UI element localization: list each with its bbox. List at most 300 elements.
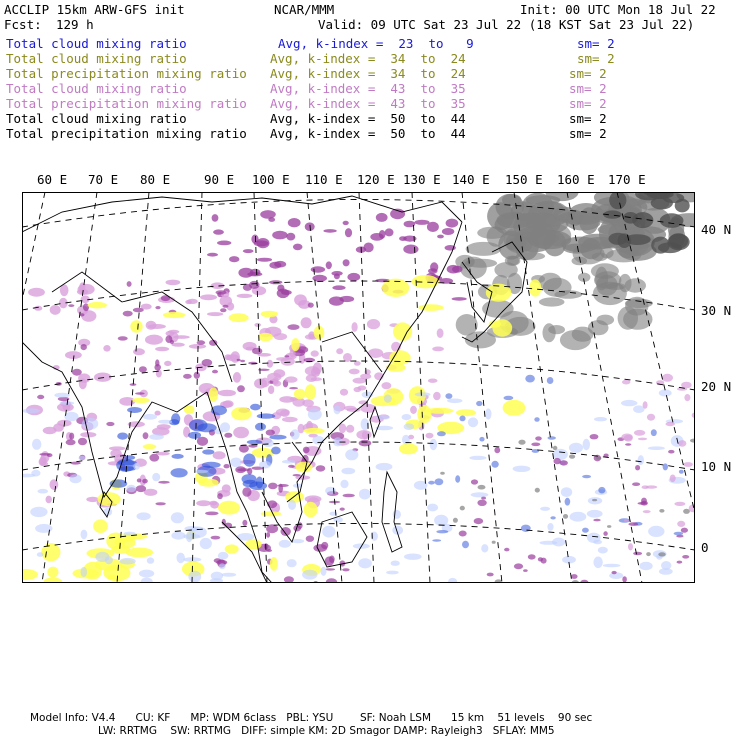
lon-label-5: 110 E (305, 172, 343, 187)
purple-precip-blob (326, 568, 336, 570)
gray-cloud-blob (675, 199, 690, 213)
purple-precip-blob (376, 213, 388, 222)
blue-cloud-blob (127, 407, 142, 413)
pink-precip-blob (279, 396, 294, 403)
yellow-cloud-blob (88, 302, 107, 309)
legend-avg-0: Avg, k-index = 23 to 9 (278, 36, 474, 51)
blue-cloud-blob (257, 413, 276, 418)
pink-precip-blob (213, 451, 226, 459)
valid-time: Valid: 09 UTC Sat 23 Jul 22 (18 KST Sat 23 Jul 22) (318, 17, 695, 32)
light-blue-cloud-blob (219, 563, 226, 569)
light-blue-cloud-blob (120, 558, 136, 565)
pink-precip-blob (28, 288, 45, 297)
purple-precip-blob (306, 536, 314, 542)
lat-label-3: 10 N (701, 459, 732, 474)
blue-cloud-blob (435, 478, 444, 485)
light-blue-cloud-blob (177, 553, 185, 564)
yellow-cloud-blob (261, 511, 282, 516)
lon-label-8: 140 E (452, 172, 490, 187)
pink-precip-blob (254, 323, 261, 327)
pink-precip-blob (336, 348, 343, 354)
yellow-cloud-blob (270, 557, 278, 571)
purple-precip-blob (531, 443, 540, 447)
light-blue-cloud-blob (259, 461, 271, 469)
light-blue-cloud-blob (447, 399, 462, 404)
pink-precip-blob (46, 496, 52, 504)
purple-precip-blob (68, 304, 74, 307)
pink-precip-blob (166, 280, 181, 286)
purple-precip-blob (528, 554, 536, 559)
purple-precip-blob (625, 443, 631, 446)
pink-precip-blob (281, 357, 295, 366)
legend-field-2: Total precipitation mixing ratio (6, 66, 247, 81)
light-blue-cloud-blob (69, 474, 81, 483)
purple-precip-blob (224, 464, 230, 468)
light-blue-cloud-blob (341, 468, 355, 475)
pink-precip-blob (94, 373, 111, 382)
light-blue-cloud-blob (218, 552, 229, 560)
pink-precip-blob (353, 378, 367, 384)
pink-precip-blob (267, 373, 281, 381)
light-blue-cloud-blob (81, 567, 88, 577)
purple-precip-blob (149, 454, 159, 462)
pink-precip-blob (311, 350, 319, 356)
pink-precip-blob (148, 324, 166, 329)
light-blue-cloud-blob (171, 532, 185, 540)
gray-cloud-blob (625, 278, 646, 292)
pink-precip-blob (382, 382, 392, 389)
purple-precip-blob (446, 219, 459, 228)
model-info-line1: Model Info: V4.4 CU: KF MP: WDM 6class PBL: YSU SF: Noah LSM 15 km 51 levels 90 sec (30, 712, 593, 724)
purple-precip-blob (414, 220, 429, 225)
purple-precip-blob (217, 241, 231, 246)
pink-precip-blob (666, 422, 675, 426)
gray-cloud-blob (618, 233, 632, 248)
pink-precip-blob (233, 372, 241, 383)
purple-precip-blob (247, 468, 252, 475)
purple-precip-blob (139, 366, 147, 372)
light-blue-cloud-blob (358, 558, 372, 568)
legend-avg-6: Avg, k-index = 50 to 44 (270, 126, 466, 141)
light-blue-cloud-blob (561, 487, 572, 497)
yellow-cloud-blob (218, 501, 240, 515)
light-blue-cloud-blob (288, 500, 296, 510)
purple-precip-blob (224, 433, 232, 438)
pink-precip-blob (189, 344, 206, 349)
purple-precip-blob (442, 228, 454, 235)
light-blue-cloud-blob (263, 439, 274, 447)
pink-precip-blob (349, 369, 360, 375)
legend-sm-6: sm= 2 (569, 126, 607, 141)
gray-cloud-blob (460, 506, 465, 511)
light-blue-cloud-blob (105, 556, 113, 564)
purple-precip-blob (342, 568, 349, 571)
light-blue-cloud-blob (404, 423, 415, 430)
blue-cloud-blob (250, 404, 261, 411)
purple-precip-blob (323, 229, 336, 233)
fcst-label: Fcst: (4, 17, 42, 32)
purple-precip-blob (345, 228, 352, 237)
light-blue-cloud-blob (430, 439, 438, 450)
light-blue-cloud-blob (659, 568, 673, 575)
pink-precip-blob (638, 438, 647, 441)
pink-precip-blob (677, 521, 685, 527)
light-blue-cloud-blob (345, 449, 358, 460)
purple-precip-blob (343, 494, 355, 498)
purple-precip-blob (403, 245, 418, 254)
pink-precip-blob (168, 330, 179, 334)
blue-cloud-blob (525, 375, 535, 383)
purple-precip-blob (293, 474, 301, 476)
light-blue-cloud-blob (569, 443, 583, 453)
purple-precip-blob (359, 440, 372, 447)
yellow-cloud-blob (163, 312, 185, 318)
blue-cloud-blob (243, 454, 255, 467)
light-blue-cloud-blob (230, 458, 242, 468)
lon-label-0: 60 E (37, 172, 68, 187)
purple-precip-blob (593, 519, 600, 522)
light-blue-cloud-blob (37, 552, 44, 557)
blue-cloud-blob (269, 435, 286, 440)
light-blue-cloud-blob (195, 470, 208, 474)
purple-precip-blob (622, 576, 627, 582)
light-blue-cloud-blob (594, 417, 607, 421)
pink-precip-blob (674, 502, 685, 506)
purple-precip-blob (137, 478, 142, 482)
light-blue-cloud-blob (386, 571, 399, 575)
lon-label-6: 120 E (357, 172, 395, 187)
gray-cloud-blob (538, 273, 561, 291)
light-blue-cloud-blob (147, 557, 154, 563)
blue-cloud-blob (582, 528, 589, 533)
purple-precip-blob (477, 500, 486, 506)
purple-precip-blob (242, 520, 247, 526)
blue-cloud-blob (171, 468, 188, 477)
blue-cloud-blob (548, 436, 556, 439)
light-blue-cloud-blob (391, 561, 400, 566)
light-blue-cloud-blob (648, 446, 665, 450)
model-title: ACCLIP 15km ARW-GFS init (4, 2, 185, 17)
pink-precip-blob (209, 501, 217, 506)
purple-precip-blob (427, 222, 439, 232)
light-blue-cloud-blob (334, 405, 341, 414)
legend-field-1: Total cloud mixing ratio (6, 51, 187, 66)
light-blue-cloud-blob (593, 557, 602, 569)
light-blue-cloud-blob (188, 571, 201, 583)
legend-field-5: Total cloud mixing ratio (6, 111, 187, 126)
purple-precip-blob (343, 259, 350, 266)
light-blue-cloud-blob (404, 554, 422, 560)
pink-precip-blob (218, 390, 236, 397)
purple-precip-blob (474, 518, 483, 524)
pink-precip-blob (346, 425, 354, 433)
pink-precip-blob (662, 374, 673, 382)
yellow-cloud-blob (261, 311, 278, 318)
pink-precip-blob (305, 495, 322, 502)
init-time: Init: 00 UTC Mon 18 Jul 22 (520, 2, 716, 17)
light-blue-cloud-blob (31, 470, 40, 477)
pink-precip-blob (233, 427, 249, 439)
legend-sm-4: sm= 2 (569, 96, 607, 111)
purple-precip-blob (343, 221, 349, 225)
yellow-cloud-blob (93, 519, 108, 533)
light-blue-cloud-blob (302, 570, 317, 580)
gray-cloud-blob (466, 242, 502, 256)
gray-cloud-blob (606, 249, 641, 263)
light-blue-cloud-blob (308, 408, 322, 420)
purple-precip-blob (207, 253, 218, 257)
gray-cloud-blob (505, 256, 519, 266)
light-blue-cloud-blob (633, 405, 644, 413)
blue-cloud-blob (172, 454, 184, 459)
light-blue-cloud-blob (469, 456, 486, 460)
purple-precip-blob (523, 569, 528, 572)
pink-precip-blob (621, 434, 632, 441)
blue-cloud-blob (462, 541, 469, 548)
gray-cloud-blob (482, 300, 514, 318)
gray-cloud-blob (518, 440, 525, 445)
pink-precip-blob (340, 389, 348, 396)
legend-sm-0: sm= 2 (577, 36, 615, 51)
gray-cloud-blob (477, 227, 507, 239)
light-blue-cloud-blob (359, 489, 371, 500)
lon-label-7: 130 E (403, 172, 441, 187)
yellow-cloud-blob (456, 409, 476, 416)
purple-precip-blob (247, 272, 262, 276)
yellow-cloud-blob (291, 338, 300, 351)
legend-avg-4: Avg, k-index = 43 to 35 (270, 96, 466, 111)
blue-cloud-blob (455, 475, 460, 483)
yellow-cloud-blob (115, 537, 136, 549)
purple-precip-blob (471, 479, 478, 484)
purple-precip-blob (638, 502, 648, 505)
blue-cloud-blob (459, 416, 465, 422)
gray-cloud-blob (660, 213, 684, 228)
purple-precip-blob (311, 266, 325, 272)
pink-precip-blob (305, 366, 320, 376)
light-blue-cloud-blob (552, 538, 565, 547)
legend-sm-1: sm= 2 (577, 51, 615, 66)
blue-cloud-blob (534, 417, 539, 422)
legend-field-6: Total precipitation mixing ratio (6, 126, 247, 141)
pink-precip-blob (367, 319, 380, 329)
gray-cloud-blob (440, 472, 445, 475)
pink-precip-blob (237, 294, 253, 298)
pink-precip-blob (133, 348, 145, 355)
light-blue-cloud-blob (583, 439, 590, 450)
purple-precip-blob (682, 555, 689, 559)
pink-precip-blob (155, 411, 161, 416)
gray-cloud-blob (535, 488, 540, 493)
light-blue-cloud-blob (402, 414, 412, 420)
yellow-cloud-blob (393, 322, 412, 341)
light-blue-cloud-blob (222, 573, 237, 577)
yellow-cloud-blob (231, 407, 251, 420)
yellow-cloud-blob (132, 398, 150, 403)
purple-precip-blob (205, 512, 218, 516)
gray-cloud-blob (543, 323, 556, 342)
purple-precip-blob (240, 360, 245, 362)
purple-precip-blob (212, 214, 219, 222)
blue-cloud-blob (202, 449, 214, 454)
lat-label-4: 0 (701, 540, 709, 555)
blue-cloud-blob (255, 423, 266, 431)
blue-cloud-blob (679, 470, 684, 474)
purple-precip-blob (459, 531, 467, 537)
purple-precip-blob (69, 433, 74, 440)
yellow-cloud-blob (303, 428, 324, 434)
blue-cloud-blob (674, 532, 684, 536)
legend-field-4: Total precipitation mixing ratio (6, 96, 247, 111)
gray-cloud-blob (554, 290, 582, 299)
pink-precip-blob (622, 380, 630, 385)
legend-avg-3: Avg, k-index = 43 to 35 (270, 81, 466, 96)
purple-precip-blob (632, 482, 640, 486)
light-blue-cloud-blob (553, 449, 568, 460)
yellow-cloud-blob (399, 443, 418, 454)
purple-precip-blob (133, 308, 144, 313)
purple-precip-blob (251, 235, 258, 244)
light-blue-cloud-blob (340, 480, 348, 488)
purple-precip-blob (633, 552, 642, 555)
light-blue-cloud-blob (322, 526, 335, 538)
pink-precip-blob (684, 394, 690, 401)
blue-cloud-blob (565, 498, 571, 506)
blue-cloud-blob (663, 463, 668, 470)
yellow-cloud-blob (47, 567, 58, 578)
light-blue-cloud-blob (485, 408, 491, 419)
purple-precip-blob (289, 387, 298, 389)
purple-precip-blob (481, 497, 486, 500)
light-blue-cloud-blob (79, 456, 86, 461)
purple-precip-blob (308, 303, 314, 308)
pink-precip-blob (223, 400, 234, 407)
light-blue-cloud-blob (139, 570, 154, 578)
purple-precip-blob (143, 432, 149, 439)
pink-precip-blob (50, 305, 61, 315)
lat-label-2: 20 N (701, 379, 732, 394)
pink-precip-blob (196, 500, 211, 506)
light-blue-cloud-blob (143, 414, 157, 420)
purple-precip-blob (266, 430, 275, 436)
purple-precip-blob (560, 460, 568, 465)
light-blue-cloud-blob (321, 567, 327, 576)
purple-precip-blob (229, 256, 239, 262)
purple-precip-blob (281, 290, 292, 295)
lon-label-1: 70 E (88, 172, 119, 187)
blue-cloud-blob (651, 429, 657, 436)
gray-cloud-blob (539, 297, 565, 306)
purple-precip-blob (237, 359, 241, 361)
center-label: NCAR/MMM (274, 2, 335, 17)
light-blue-cloud-blob (137, 512, 151, 520)
pink-precip-blob (285, 376, 298, 382)
purple-precip-blob (269, 262, 281, 269)
lat-label-1: 30 N (701, 303, 732, 318)
light-blue-cloud-blob (152, 473, 160, 481)
light-blue-cloud-blob (638, 455, 644, 465)
purple-precip-blob (237, 385, 245, 392)
purple-precip-blob (142, 479, 148, 484)
pink-precip-blob (437, 328, 444, 338)
light-blue-cloud-blob (22, 408, 40, 413)
blue-cloud-blob (188, 432, 201, 439)
fcst-value: 129 h (56, 17, 94, 32)
pink-precip-blob (274, 333, 287, 340)
gray-cloud-blob (588, 320, 609, 335)
light-blue-cloud-blob (291, 429, 300, 440)
blue-cloud-blob (428, 481, 435, 485)
pink-precip-blob (50, 479, 59, 490)
purple-precip-blob (155, 359, 159, 366)
purple-precip-blob (603, 531, 607, 536)
light-blue-cloud-blob (427, 504, 438, 512)
yellow-cloud-blob (503, 400, 526, 416)
blue-cloud-blob (550, 516, 555, 519)
yellow-cloud-blob (304, 502, 318, 518)
light-blue-cloud-blob (149, 434, 164, 440)
blue-cloud-blob (171, 413, 180, 424)
light-blue-cloud-blob (570, 512, 587, 522)
purple-precip-blob (158, 481, 170, 484)
purple-precip-blob (257, 258, 272, 262)
purple-precip-blob (135, 392, 145, 394)
gray-cloud-blob (546, 225, 572, 247)
pink-precip-blob (628, 543, 633, 550)
purple-precip-blob (571, 574, 578, 579)
pink-precip-blob (294, 294, 307, 305)
pink-precip-blob (144, 489, 158, 496)
pink-precip-blob (643, 401, 648, 409)
purple-precip-blob (118, 336, 128, 340)
lon-label-2: 80 E (140, 172, 171, 187)
yellow-cloud-blob (126, 548, 154, 558)
purple-precip-blob (504, 548, 509, 552)
light-blue-cloud-blob (279, 540, 291, 548)
yellow-cloud-blob (389, 350, 410, 365)
purple-precip-blob (268, 483, 278, 490)
gray-cloud-blob (658, 552, 665, 556)
purple-precip-blob (635, 465, 640, 470)
purple-precip-blob (249, 281, 260, 289)
blue-cloud-blob (445, 393, 452, 399)
purple-precip-blob (347, 273, 360, 281)
light-blue-cloud-blob (214, 429, 223, 434)
pink-precip-blob (432, 347, 444, 352)
pink-precip-blob (145, 335, 163, 345)
light-blue-cloud-blob (54, 393, 69, 398)
blue-cloud-blob (598, 487, 605, 494)
yellow-cloud-blob (296, 462, 313, 473)
legend-avg-2: Avg, k-index = 34 to 24 (270, 66, 466, 81)
gray-cloud-blob (592, 499, 597, 501)
light-blue-cloud-blob (540, 507, 550, 511)
pink-precip-blob (410, 406, 417, 414)
yellow-cloud-blob (294, 389, 306, 400)
light-blue-cloud-blob (481, 544, 488, 552)
purple-precip-blob (106, 422, 114, 426)
pink-precip-blob (311, 377, 322, 381)
purple-precip-blob (541, 558, 547, 564)
purple-precip-blob (220, 308, 226, 312)
pink-precip-blob (624, 519, 629, 522)
blue-cloud-blob (582, 475, 591, 478)
light-blue-cloud-blob (471, 492, 489, 497)
gray-cloud-blob (569, 455, 575, 459)
purple-precip-blob (379, 230, 386, 239)
gray-cloud-blob (492, 541, 496, 544)
gray-cloud-blob (563, 514, 568, 519)
